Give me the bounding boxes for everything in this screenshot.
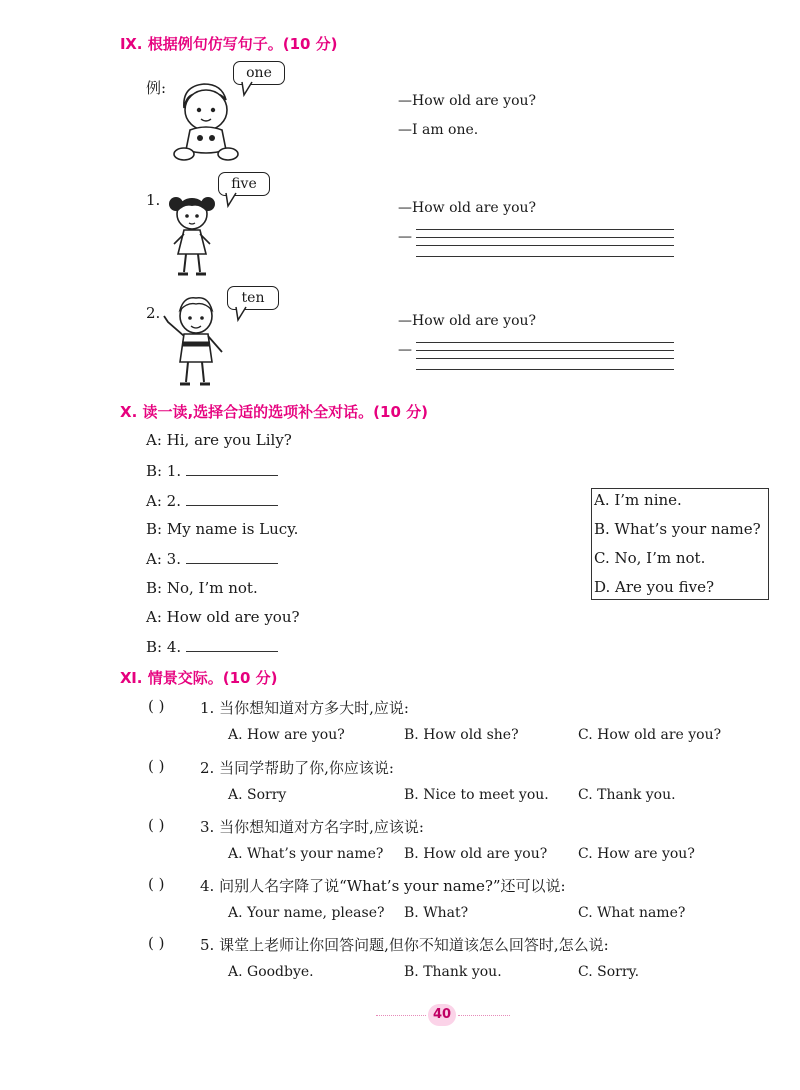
choice-b: B. How old are you? bbox=[404, 846, 548, 862]
answer-paren[interactable]: ( ) bbox=[148, 816, 165, 834]
speech-bubble-example: one bbox=[233, 61, 285, 85]
writing-line bbox=[416, 237, 674, 238]
section-9-title: Ⅸ. 根据例句仿写句子。(10 分) bbox=[120, 35, 338, 53]
choice-c: C. How are you? bbox=[578, 846, 695, 862]
footer-divider-right bbox=[458, 1015, 510, 1016]
question-stem: 5. 课堂上老师让你回答问题,但你不知道该怎么回答时,怎么说: bbox=[200, 936, 609, 954]
option-d: D. Are you five? bbox=[594, 578, 715, 596]
answer-blank-1[interactable] bbox=[186, 461, 278, 476]
dialogue-line-3: A: 2. bbox=[146, 491, 278, 510]
footer-divider-left bbox=[376, 1015, 426, 1016]
writing-line bbox=[416, 342, 674, 343]
item-2-question: —How old are you? bbox=[398, 313, 537, 329]
question-stem: 4. 问别人名字降了说“What’s your name?”还可以说: bbox=[200, 877, 566, 895]
answer-paren[interactable]: ( ) bbox=[148, 934, 165, 952]
bubble-tail bbox=[222, 192, 240, 210]
section-11-title: Ⅺ. 情景交际。(10 分) bbox=[120, 669, 278, 687]
writing-line bbox=[416, 245, 674, 246]
example-answer: —I am one. bbox=[398, 122, 479, 138]
page-number: 40 bbox=[428, 1004, 456, 1026]
girl-illustration bbox=[166, 192, 218, 280]
bubble-tail bbox=[232, 306, 250, 324]
choice-a: A. What’s your name? bbox=[228, 846, 384, 862]
answer-paren[interactable]: ( ) bbox=[148, 697, 165, 715]
question-stem: 2. 当同学帮助了你,你应该说: bbox=[200, 759, 394, 777]
speech-bubble-item-2: ten bbox=[227, 286, 279, 310]
item-2-answer-dash: — bbox=[398, 342, 412, 358]
item-1-number: 1. bbox=[146, 191, 161, 209]
dialogue-line-2: B: 1. bbox=[146, 461, 278, 480]
dialogue-line-8: B: 4. bbox=[146, 637, 278, 656]
writing-line bbox=[416, 229, 674, 230]
answer-blank-4[interactable] bbox=[186, 637, 278, 652]
choice-a: A. Sorry bbox=[228, 787, 287, 803]
choice-c: C. How old are you? bbox=[578, 727, 722, 743]
speech-bubble-item-1: five bbox=[218, 172, 270, 196]
choice-c: C. Thank you. bbox=[578, 787, 676, 803]
baby-illustration bbox=[170, 80, 242, 166]
bubble-tail bbox=[238, 81, 256, 99]
boy-illustration bbox=[162, 292, 230, 388]
item-1-question: —How old are you? bbox=[398, 200, 537, 216]
dialogue-line-1: A: Hi, are you Lily? bbox=[146, 431, 292, 449]
item-2-number: 2. bbox=[146, 304, 161, 322]
answer-blank-2[interactable] bbox=[186, 491, 278, 506]
choice-a: A. Your name, please? bbox=[228, 905, 385, 921]
answer-blank-3[interactable] bbox=[186, 549, 278, 564]
choice-c: C. Sorry. bbox=[578, 964, 640, 980]
option-b: B. What’s your name? bbox=[594, 520, 761, 538]
example-question: —How old are you? bbox=[398, 93, 537, 109]
dialogue-line-5: A: 3. bbox=[146, 549, 278, 568]
choice-a: A. Goodbye. bbox=[228, 964, 314, 980]
question-stem: 3. 当你想知道对方名字时,应该说: bbox=[200, 818, 424, 836]
section-10-title: Ⅹ. 读一读,选择合适的选项补全对话。(10 分) bbox=[120, 403, 428, 421]
dialogue-line-7: A: How old are you? bbox=[146, 608, 300, 626]
option-c: C. No, I’m not. bbox=[594, 549, 706, 567]
example-label: 例: bbox=[146, 79, 167, 97]
writing-line bbox=[416, 350, 674, 351]
dialogue-line-6: B: No, I’m not. bbox=[146, 579, 258, 597]
choice-b: B. Nice to meet you. bbox=[404, 787, 549, 803]
option-a: A. I’m nine. bbox=[594, 491, 682, 509]
writing-line[interactable] bbox=[416, 369, 674, 370]
choice-b: B. Thank you. bbox=[404, 964, 502, 980]
dialogue-line-4: B: My name is Lucy. bbox=[146, 520, 299, 538]
answer-paren[interactable]: ( ) bbox=[148, 757, 165, 775]
item-1-answer-dash: — bbox=[398, 229, 412, 245]
writing-line[interactable] bbox=[416, 256, 674, 257]
answer-paren[interactable]: ( ) bbox=[148, 875, 165, 893]
choice-b: B. What? bbox=[404, 905, 469, 921]
writing-line bbox=[416, 358, 674, 359]
options-box bbox=[591, 488, 769, 600]
choice-a: A. How are you? bbox=[228, 727, 345, 743]
question-stem: 1. 当你想知道对方多大时,应说: bbox=[200, 699, 409, 717]
choice-b: B. How old she? bbox=[404, 727, 519, 743]
choice-c: C. What name? bbox=[578, 905, 686, 921]
